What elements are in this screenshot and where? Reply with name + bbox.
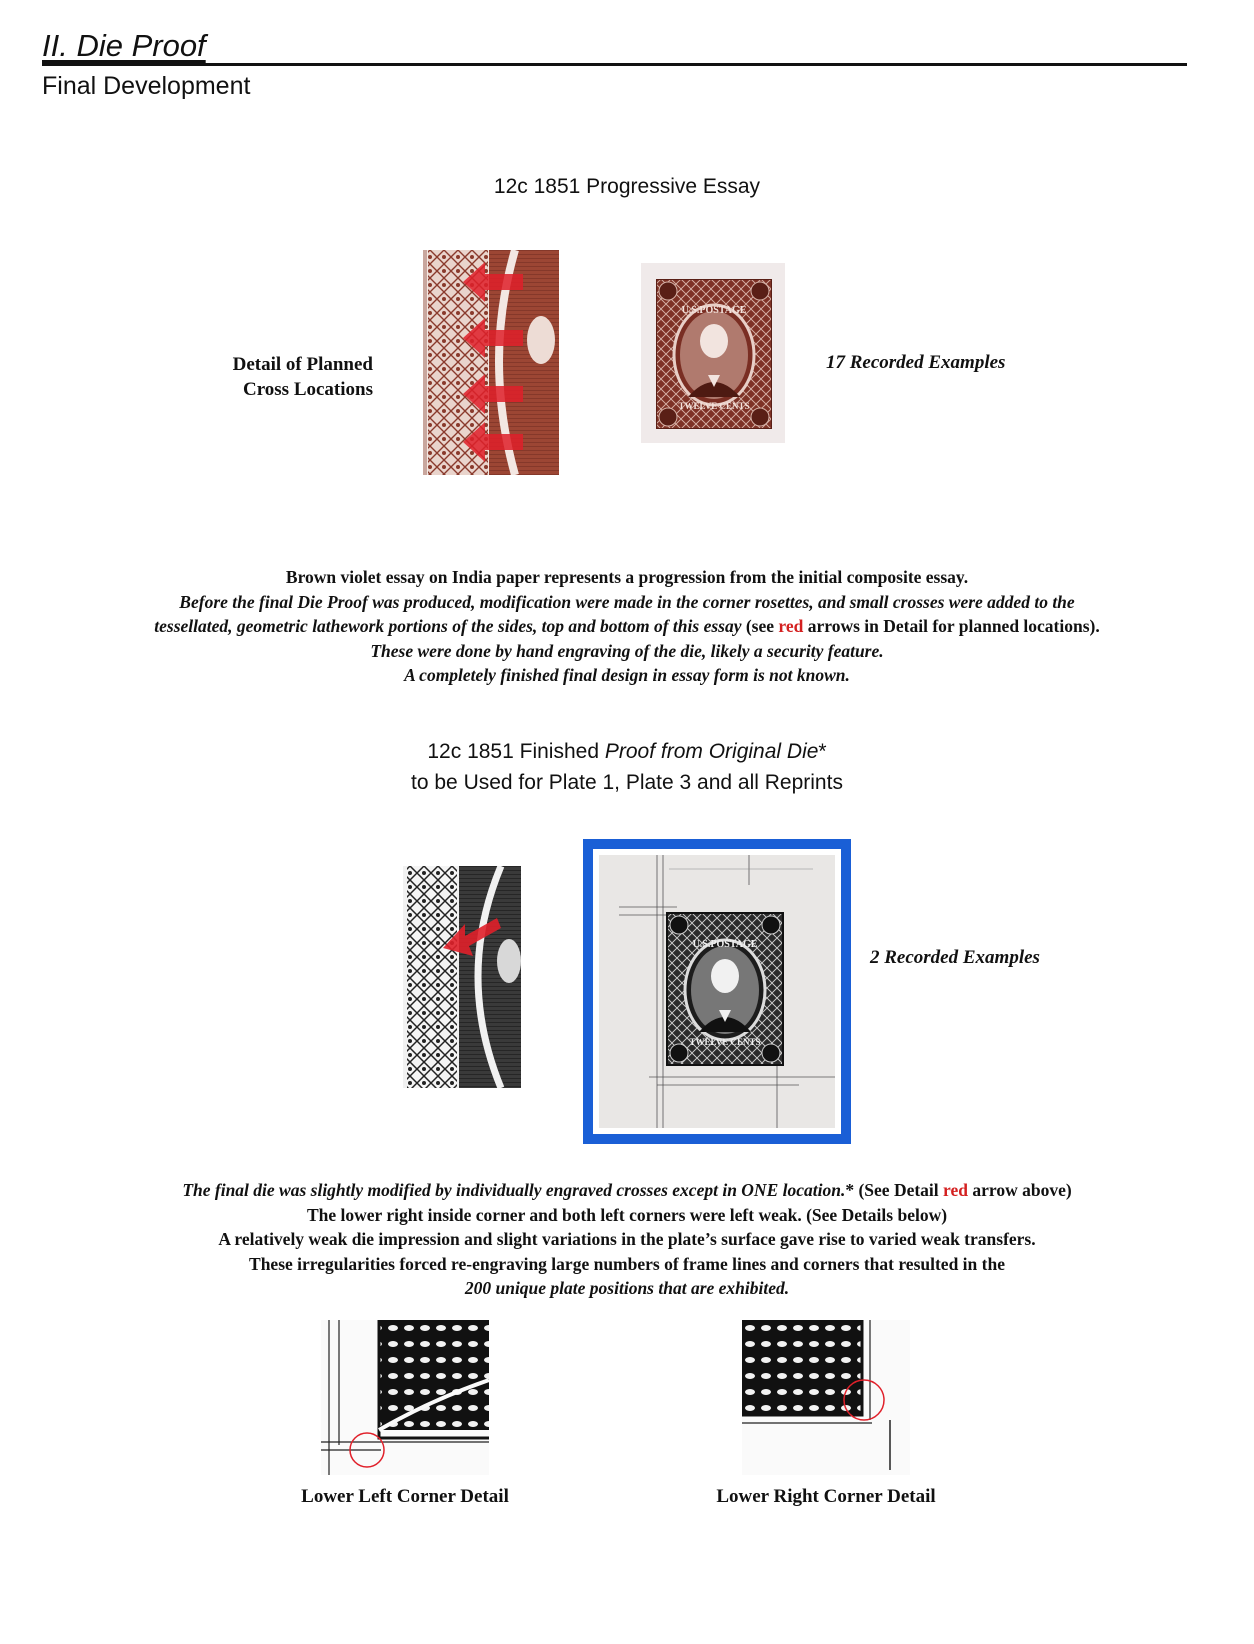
proof-desc-line1-close: arrow above) <box>972 1180 1072 1200</box>
essay-desc-line3-italic: tessellated, geometric lathework portions of the sides, top and bottom of this essay <box>154 616 742 636</box>
proof-desc-line2: The lower right inside corner and both left corners were left weak. (See Details below) <box>306 1204 948 1225</box>
essay-desc-line3-close: arrows in Detail for planned locations). <box>807 616 1100 636</box>
proof-heading-line2: to be Used for Plate 1, Plate 3 and all Reprints <box>411 771 843 794</box>
proof-stamp-top-text: U.S.POSTAGE <box>692 939 758 950</box>
proof-detail-image <box>403 866 521 1088</box>
essay-stamp-image <box>656 279 772 429</box>
proof-desc-line1-italic: The final die was slightly modified by individually engraved crosses except in ONE location. <box>182 1180 846 1200</box>
proof-desc-line3: A relatively weak die impression and slight variations in the plate’s surface gave rise to varied weak transfers. <box>218 1229 1036 1249</box>
lower-left-corner-image <box>321 1320 489 1475</box>
proof-desc-line1-open: * (See Detail <box>845 1180 939 1200</box>
essay-desc-red-word: red <box>778 616 804 636</box>
proof-desc-line1 <box>40 1178 1214 1203</box>
essay-recorded-count: 17 Recorded Examples <box>826 352 1006 373</box>
proof-desc-line5: 200 unique plate positions that are exhibited. <box>464 1278 790 1298</box>
essay-detail-caption-line1: Detail of Planned <box>232 354 373 375</box>
page-title: II. Die Proof <box>42 28 206 63</box>
essay-desc-line3-open: (see <box>745 616 775 636</box>
essay-desc-line3 <box>40 614 1214 639</box>
proof-recorded-count: 2 Recorded Examples <box>870 947 1040 968</box>
proof-heading-italic: Proof from Original Die <box>604 740 819 763</box>
page-subtitle: Final Development <box>42 72 251 100</box>
proof-heading-prefix: 12c 1851 Finished <box>427 740 599 763</box>
portrait-fragment <box>527 316 555 364</box>
essay-detail-image <box>423 250 559 475</box>
proof-card-image <box>599 855 835 1128</box>
essay-desc-line1: Brown violet essay on India paper represents a progression from the initial composite essay. <box>285 567 969 587</box>
essay-stamp-bottom-text: TWELVE CENTS <box>678 401 750 411</box>
proof-heading <box>0 736 1254 798</box>
essay-detail-caption-line2: Cross Locations <box>242 379 373 400</box>
essay-desc-line4: These were done by hand engraving of the die, likely a security feature. <box>370 640 884 661</box>
lower-right-caption: Lower Right Corner Detail <box>716 1486 936 1507</box>
essay-heading: 12c 1851 Progressive Essay <box>493 175 761 198</box>
essay-description <box>40 565 1214 688</box>
essay-stamp-top-text: U.S.POSTAGE <box>681 305 747 316</box>
essay-detail-caption <box>205 352 373 402</box>
essay-desc-line5: A completely finished final design in essay form is not known. <box>404 665 850 685</box>
proof-desc-line4: These irregularities forced re-engraving large numbers of frame lines and corners that resulted in the <box>249 1253 1005 1274</box>
title-rule <box>42 63 1187 66</box>
proof-heading-line1 <box>0 736 1254 767</box>
proof-heading-asterisk: * <box>818 740 827 763</box>
washington-head <box>711 959 739 993</box>
essay-desc-line2: Before the final Die Proof was produced, modification were made in the corner rosettes, and small crosses were added to the <box>179 591 1075 612</box>
washington-head <box>700 324 728 358</box>
lower-left-caption: Lower Left Corner Detail <box>301 1486 509 1507</box>
portrait-fragment <box>497 939 521 983</box>
proof-desc-red-word: red <box>943 1180 968 1200</box>
lower-right-corner-image <box>742 1320 910 1475</box>
proof-description <box>40 1178 1214 1301</box>
proof-stamp-bottom-text: TWELVE CENTS <box>689 1037 761 1047</box>
